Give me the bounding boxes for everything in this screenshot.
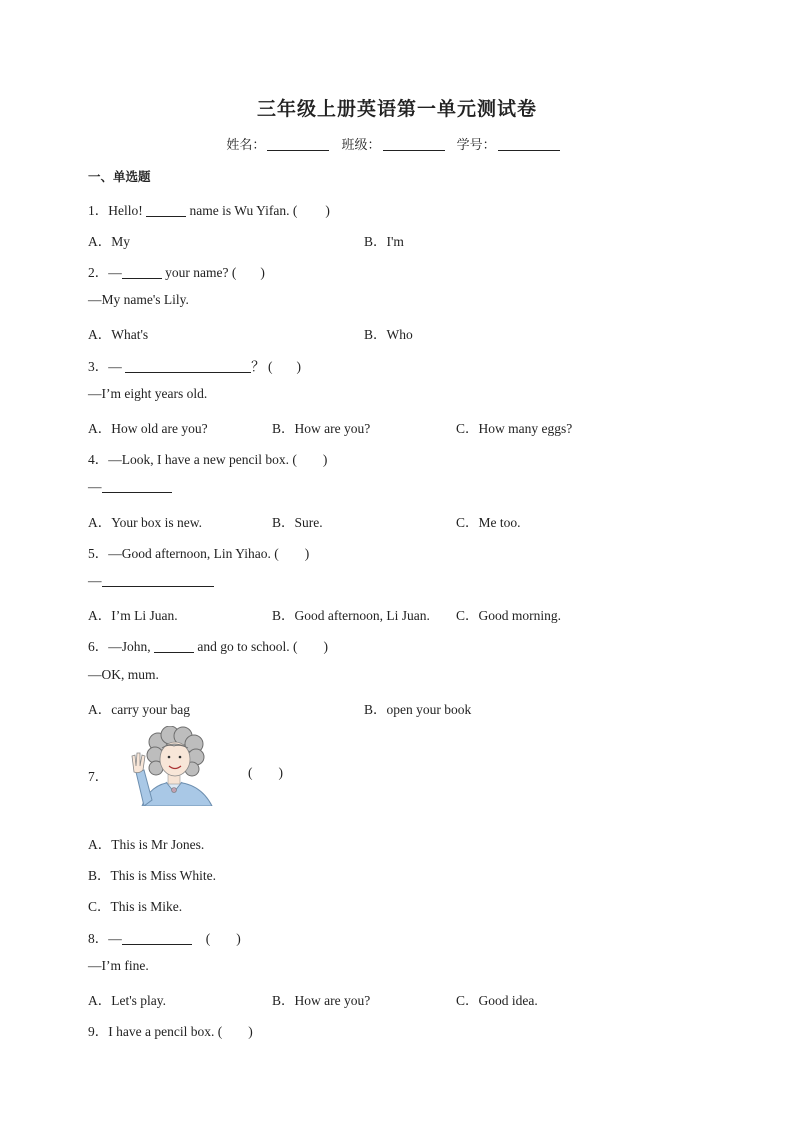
question-8: 8．— ( ) [88, 931, 241, 946]
q2-option-a[interactable]: A．What's [88, 327, 149, 342]
question-3-response: —I’m eight years old. [88, 386, 208, 401]
q5-option-c[interactable]: C．Good morning. [456, 608, 562, 623]
name-blank[interactable] [267, 150, 329, 151]
answer-blank [146, 216, 186, 217]
q1-option-a[interactable]: A．My [88, 234, 131, 249]
question-9: 9．I have a pencil box. ( ) [88, 1024, 253, 1039]
question-2: 2．— your name? ( ) [88, 265, 265, 280]
class-blank[interactable] [383, 150, 445, 151]
question-5: 5．—Good afternoon, Lin Yihao. ( ) [88, 546, 310, 561]
class-label: 班级： [341, 138, 381, 153]
question-2-response: —My name's Lily. [88, 292, 189, 307]
q6-option-b[interactable]: B．open your book [364, 702, 472, 717]
q8-option-b[interactable]: B．How are you? [272, 993, 371, 1008]
q1-option-b[interactable]: B．I'm [364, 234, 404, 249]
id-label: 学号： [456, 138, 496, 153]
q3-option-a[interactable]: A．How old are you? [88, 421, 208, 436]
q7-option-c[interactable]: C．This is Mike. [88, 899, 183, 914]
question-4-response: — [88, 479, 172, 495]
question-6-response: —OK, mum. [88, 667, 159, 682]
q3-option-b[interactable]: B．How are you? [272, 421, 371, 436]
question-7-paren: ( ) [248, 765, 283, 780]
q3-option-c[interactable]: C．How many eggs? [456, 421, 573, 436]
answer-blank [154, 652, 194, 653]
question-3: 3．— ？ ( ) [88, 359, 301, 374]
question-6: 6．—John, and go to school. ( ) [88, 639, 329, 654]
page-title: 三年级上册英语第一单元测试卷 [256, 98, 537, 120]
q4-option-c[interactable]: C．Me too. [456, 515, 521, 530]
q5-option-a[interactable]: A．I’m Li Juan. [88, 608, 178, 623]
q2-option-b[interactable]: B．Who [364, 327, 413, 342]
question-1: 1．Hello! name is Wu Yifan. ( ) [88, 203, 330, 218]
answer-blank [102, 492, 172, 493]
q7-option-b[interactable]: B．This is Miss White. [88, 868, 217, 883]
question-5-response: — [88, 573, 214, 589]
q7-option-a[interactable]: A．This is Mr Jones. [88, 837, 205, 852]
teacher-waving-illustration-icon [122, 726, 220, 806]
id-blank[interactable] [498, 150, 560, 151]
q4-option-a[interactable]: A．Your box is new. [88, 515, 203, 530]
answer-blank [122, 278, 162, 279]
q8-option-c[interactable]: C．Good idea. [456, 993, 538, 1008]
question-7-number: 7． [88, 769, 109, 784]
q5-option-b[interactable]: B．Good afternoon, Li Juan. [272, 608, 430, 623]
name-label: 姓名： [226, 138, 266, 153]
answer-blank [125, 372, 251, 373]
q6-option-a[interactable]: A．carry your bag [88, 702, 190, 717]
student-info-row [0, 134, 794, 153]
section-title: 一、单选题 [88, 169, 151, 184]
answer-blank [122, 944, 192, 945]
answer-blank [102, 586, 214, 587]
q4-option-b[interactable]: B．Sure. [272, 515, 323, 530]
q8-option-a[interactable]: A．Let's play. [88, 993, 167, 1008]
question-8-response: —I’m fine. [88, 958, 149, 973]
question-4: 4．—Look, I have a new pencil box. ( ) [88, 452, 328, 467]
